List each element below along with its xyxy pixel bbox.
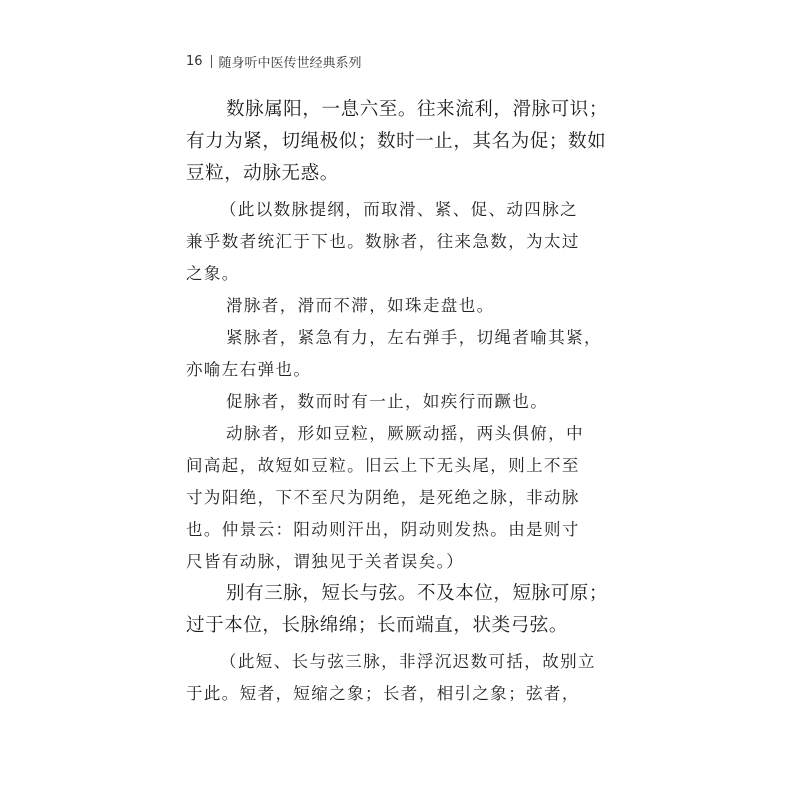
- commentary-line: 间高起，故短如豆粒。旧云上下无头尾，则上不至: [186, 456, 580, 475]
- commentary-line: 寸为阳绝，下不至尺为阴绝，是死绝之脉，非动脉: [186, 488, 580, 507]
- body-text: [186, 94, 608, 710]
- commentary-line: 动脉者，形如豆粒，厥厥动摇，两头俱俯，中: [226, 424, 584, 443]
- running-header: [186, 50, 362, 72]
- verse-line: 过于本位，长脉绵绵；长而端直，状类弓弦。: [186, 615, 569, 636]
- commentary-line: 滑脉者，滑而不滞，如珠走盘也。: [226, 296, 495, 315]
- verse-line: 数脉属阳，一息六至。往来流利，滑脉可识；: [226, 99, 609, 120]
- series-title: 随身听中医传世经典系列: [218, 55, 362, 71]
- commentary-line: （此以数脉提纲，而取滑、紧、促、动四脉之: [220, 200, 578, 219]
- commentary-line: 兼乎数者统汇于下也。数脉者，往来急数，为太过: [186, 232, 580, 251]
- commentary-line: 尺皆有动脉，谓独见于关者误矣。）: [186, 552, 465, 571]
- header-divider: [211, 55, 212, 68]
- verse-line: 有力为紧，切绳极似；数时一止，其名为促；数如: [186, 131, 607, 152]
- commentary-line: 之象。: [186, 264, 240, 283]
- commentary-line: （此短、长与弦三脉，非浮沉迟数可括，故别立: [220, 652, 596, 671]
- verse-line: 别有三脉，短长与弦。不及本位，短脉可原；: [226, 583, 609, 604]
- verse-line: 豆粒，动脉无惑。: [186, 163, 339, 184]
- commentary-line: 也。仲景云：阳动则汗出，阴动则发热。由是则寸: [186, 520, 580, 539]
- commentary-line: 促脉者，数而时有一止，如疾行而蹶也。: [226, 392, 549, 411]
- commentary-line: 亦喻左右弹也。: [186, 360, 312, 379]
- commentary-line: 于此。短者，短缩之象；长者，相引之象；弦者，: [186, 684, 580, 703]
- page-number: 16: [186, 53, 203, 69]
- commentary-line: 紧脉者，紧急有力，左右弹手，切绳者喻其紧，: [226, 328, 602, 347]
